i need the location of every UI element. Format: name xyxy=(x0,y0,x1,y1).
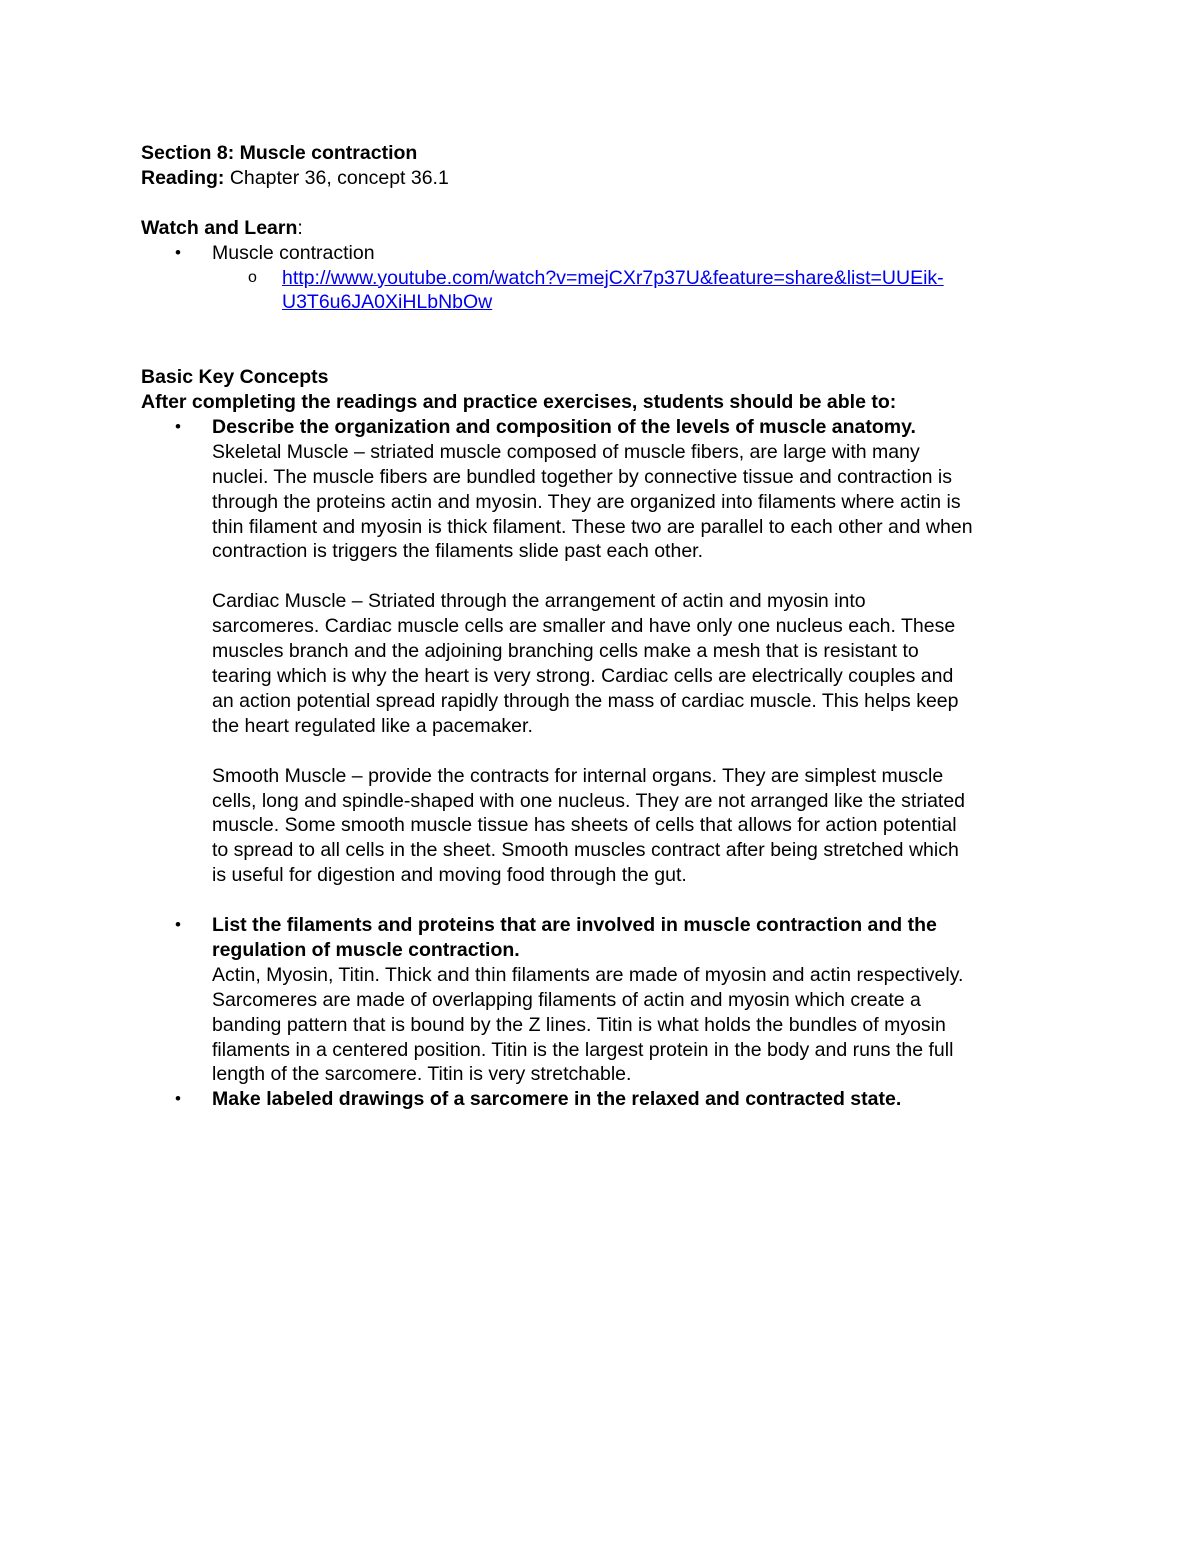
text-line: Skeletal Muscle – striated muscle composed of muscle fibers, are large with many xyxy=(212,440,920,463)
concept-item-3-title: Make labeled drawings of a sarcomere in the relaxed and contracted state. xyxy=(212,1088,902,1111)
text-line: Sarcomeres are made of overlapping filaments of actin and myosin which create a xyxy=(212,988,921,1011)
text-line: thin filament and myosin is thick filament. These two are parallel to each other and when xyxy=(212,515,973,538)
text-line: banding pattern that is bound by the Z lines. Titin is what holds the bundles of myosin xyxy=(212,1013,946,1036)
bullet-icon: • xyxy=(175,915,181,935)
text-line: muscle. Some smooth muscle tissue has sheets of cells that allows for action potential xyxy=(212,814,957,837)
text-line: through the proteins actin and myosin. They are organized into filaments where actin is xyxy=(212,490,961,513)
video-link-line-1: http://www.youtube.com/watch?v=mejCXr7p37U&feature=share&list=UUEik- xyxy=(282,266,944,289)
video-link-line-2: U3T6u6JA0XiHLbNbOw xyxy=(282,291,493,314)
reading-line xyxy=(141,166,1061,191)
text-line: Smooth Muscle – provide the contracts for internal organs. They are simplest muscle xyxy=(212,764,944,787)
watch-item-label: Muscle contraction xyxy=(212,241,375,264)
bullet-icon: • xyxy=(175,242,181,262)
spacer xyxy=(212,564,1061,589)
cardiac-muscle-paragraph xyxy=(212,589,1061,738)
concept-item-2-title-line-2: regulation of muscle contraction. xyxy=(212,938,520,961)
concept-item-2-title-line-1: List the filaments and proteins that are involved in muscle contraction and the xyxy=(212,914,937,937)
reading-text: Chapter 36, concept 36.1 xyxy=(224,166,449,189)
watch-heading-colon: : xyxy=(297,216,303,239)
spacer xyxy=(212,739,1061,764)
concept-item-1-title: Describe the organization and composition of the levels of muscle anatomy. xyxy=(212,415,916,438)
text-line: tearing which is why the heart is very strong. Cardiac cells are electrically couples and xyxy=(212,664,954,687)
watch-heading-line xyxy=(141,216,1061,241)
bullet-icon: • xyxy=(175,416,181,436)
concept-item-3 xyxy=(141,1087,1061,1112)
spacer xyxy=(141,888,1061,913)
filaments-paragraph xyxy=(212,963,1061,1088)
text-line: Actin, Myosin, Titin. Thick and thin filaments are made of myosin and actin respectively. xyxy=(212,963,964,986)
document-page xyxy=(141,141,1061,1112)
skeletal-muscle-paragraph xyxy=(212,440,1061,565)
watch-sub-item xyxy=(141,266,1061,316)
text-line: muscles branch and the adjoining branching cells make a mesh that is resistant to xyxy=(212,640,919,663)
bullet-icon: • xyxy=(175,1089,181,1109)
text-line: contraction is triggers the filaments slide past each other. xyxy=(212,540,704,563)
text-line: nuclei. The muscle fibers are bundled together by connective tissue and contraction is xyxy=(212,465,952,488)
watch-list-item xyxy=(141,241,1061,266)
concept-item-1 xyxy=(141,415,1061,888)
section-title: Section 8: Muscle contraction xyxy=(141,142,418,164)
sub-bullet-icon: o xyxy=(248,268,257,286)
text-line: Cardiac Muscle – Striated through the arrangement of actin and myosin into xyxy=(212,590,866,613)
concept-item-2 xyxy=(141,913,1061,1087)
text-line: cells, long and spindle-shaped with one nucleus. They are not arranged like the striated xyxy=(212,789,966,812)
text-line: sarcomeres. Cardiac muscle cells are smaller and have only one nucleus each. These xyxy=(212,615,956,638)
text-line: filaments in a centered position. Titin is the largest protein in the body and runs the full xyxy=(212,1038,954,1061)
spacer xyxy=(141,191,1061,216)
text-line: to spread to all cells in the sheet. Smooth muscles contract after being stretched which xyxy=(212,839,959,862)
video-link[interactable] xyxy=(282,266,1061,316)
spacer xyxy=(141,315,1061,365)
watch-heading: Watch and Learn xyxy=(141,216,298,239)
text-line: the heart regulated like a pacemaker. xyxy=(212,714,533,737)
reading-label: Reading: xyxy=(141,166,225,189)
smooth-muscle-paragraph xyxy=(212,764,1061,889)
text-line: an action potential spread rapidly through the mass of cardiac muscle. This helps keep xyxy=(212,689,959,712)
concepts-heading: Basic Key Concepts xyxy=(141,366,329,389)
concepts-intro: After completing the readings and practice exercises, students should be able to: xyxy=(141,391,897,414)
text-line: is useful for digestion and moving food through the gut. xyxy=(212,864,687,887)
text-line: length of the sarcomere. Titin is very stretchable. xyxy=(212,1063,632,1086)
